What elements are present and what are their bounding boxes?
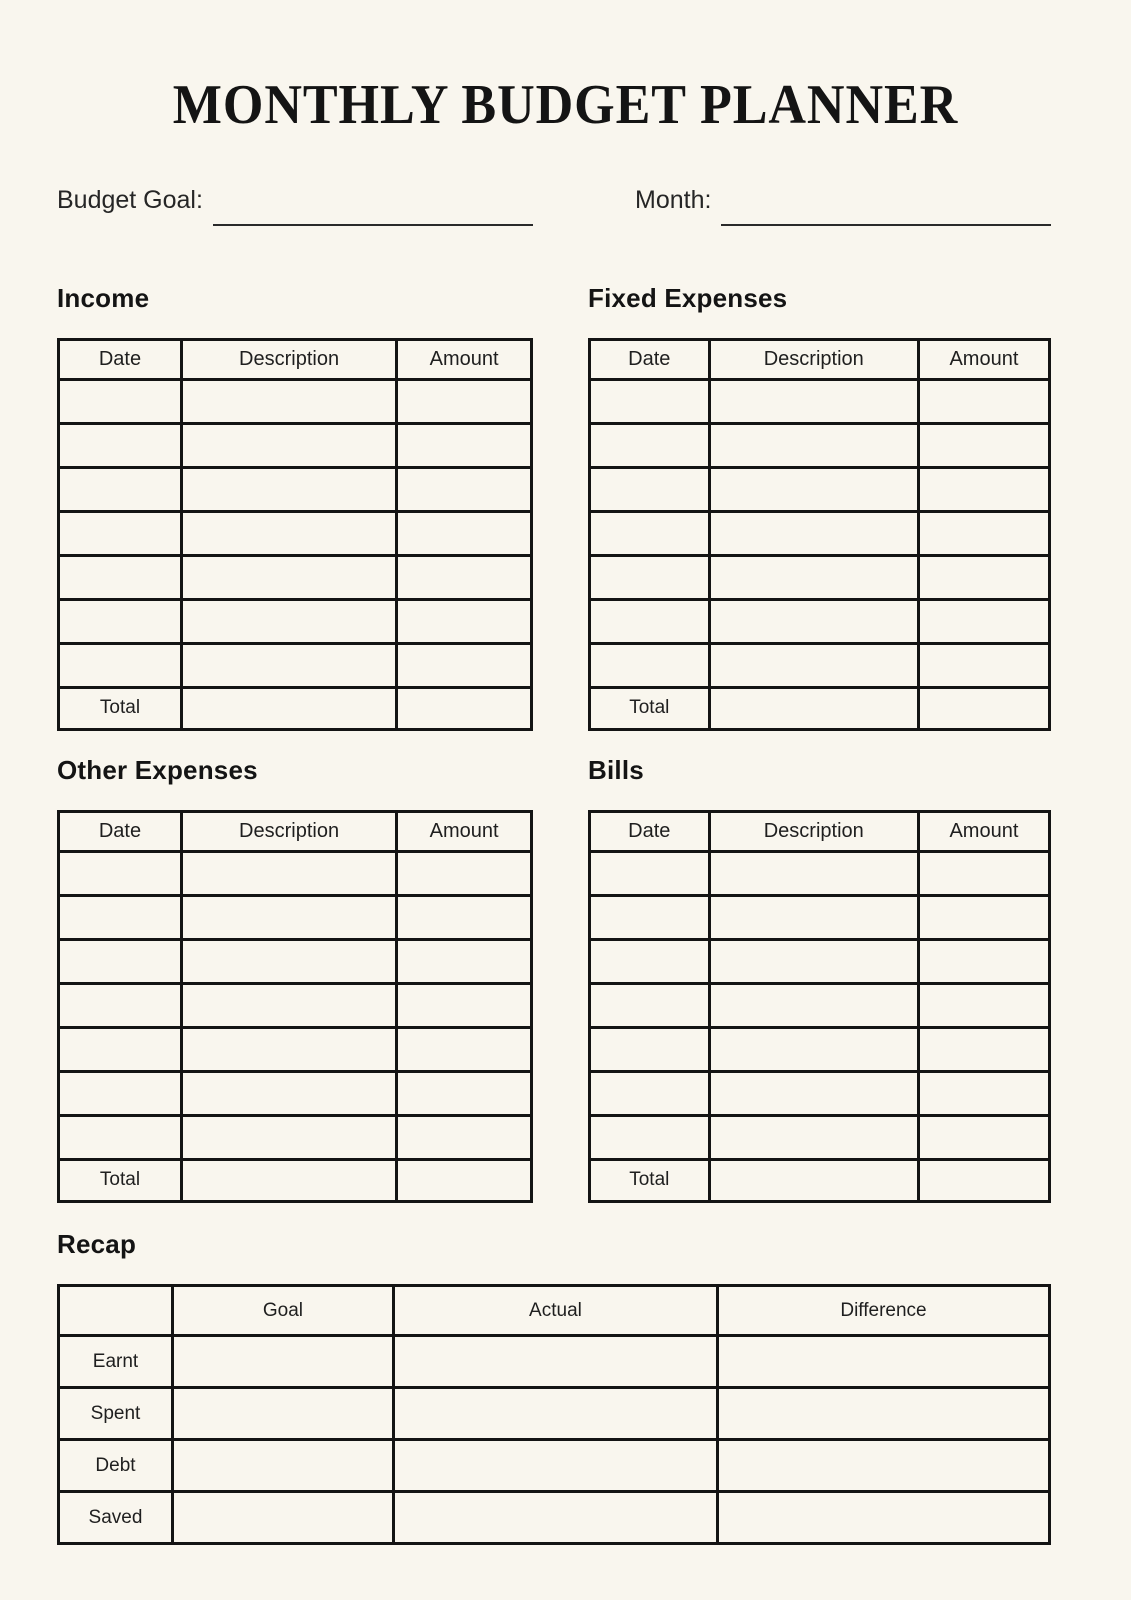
fixed-expenses-row-2-amount-cell[interactable]: [918, 423, 1049, 467]
bills-total-label: Total: [590, 1159, 710, 1201]
fixed-expenses-row-1: [590, 379, 1050, 423]
bills-row-7-date-cell[interactable]: [590, 1115, 710, 1159]
fixed-expenses-row-4-amount-cell[interactable]: [918, 511, 1049, 555]
section-income: [57, 283, 533, 731]
bills-row-7: [590, 1115, 1050, 1159]
income-row-3: [59, 467, 532, 511]
bills-row-5-amount-cell[interactable]: [918, 1027, 1049, 1071]
other-expenses-total-amount-cell[interactable]: [397, 1159, 532, 1201]
recap-debt-actual-cell[interactable]: [393, 1440, 717, 1492]
fixed-expenses-row-5: [590, 555, 1050, 599]
bills-row-3-description-cell[interactable]: [709, 939, 918, 983]
other-expenses-row-4-amount-cell[interactable]: [397, 983, 532, 1027]
other-expenses-row-7: [59, 1115, 532, 1159]
section-title-fixed-expenses: Fixed Expenses: [588, 282, 788, 313]
bills-column-header-date: Date: [590, 811, 710, 851]
income-total-amount-cell[interactable]: [397, 687, 532, 729]
fixed-expenses-row-3-description-cell[interactable]: [709, 467, 918, 511]
other-expenses-row-5: [59, 1027, 532, 1071]
income-row-1-amount-cell[interactable]: [397, 379, 532, 423]
fixed-expenses-total-amount-cell[interactable]: [918, 687, 1049, 729]
recap-row-saved: [59, 1492, 1050, 1544]
other-expenses-row-5-date-cell[interactable]: [59, 1027, 182, 1071]
recap-column-difference: Difference: [717, 1286, 1049, 1336]
recap-debt-goal-cell[interactable]: [172, 1440, 393, 1492]
bills-row-5-date-cell[interactable]: [590, 1027, 710, 1071]
recap-debt-difference-cell[interactable]: [717, 1440, 1049, 1492]
recap-row-label-saved: Saved: [59, 1492, 173, 1544]
income-row-7-amount-cell[interactable]: [397, 643, 532, 687]
fixed-expenses-row-7-amount-cell[interactable]: [918, 643, 1049, 687]
bills-row-4-description-cell[interactable]: [709, 983, 918, 1027]
income-row-1-description-cell[interactable]: [181, 379, 396, 423]
bills-row-6: [590, 1071, 1050, 1115]
section-title-income: Income: [57, 282, 150, 313]
content: [57, 184, 1051, 1545]
bills-row-1-amount-cell[interactable]: [918, 851, 1049, 895]
recap-row-label-debt: Debt: [59, 1440, 173, 1492]
header-fields: [57, 184, 1051, 217]
fixed-expenses-row-1-description-cell[interactable]: [709, 379, 918, 423]
recap-row-debt: [59, 1440, 1050, 1492]
bills-row-5: [590, 1027, 1050, 1071]
section-fixed-expenses: [588, 283, 1051, 731]
other-expenses-table: [57, 810, 533, 1203]
other-expenses-row-1-date-cell[interactable]: [59, 851, 182, 895]
other-expenses-row-2-description-cell[interactable]: [181, 895, 396, 939]
income-column-header-amount: Amount: [397, 339, 532, 379]
income-row-6-amount-cell[interactable]: [397, 599, 532, 643]
recap-row-label-spent: Spent: [59, 1388, 173, 1440]
other-expenses-row-1-description-cell[interactable]: [181, 851, 396, 895]
other-expenses-column-header-date: Date: [59, 811, 182, 851]
other-expenses-row-7-date-cell[interactable]: [59, 1115, 182, 1159]
bills-row-6-amount-cell[interactable]: [918, 1071, 1049, 1115]
income-row-5-amount-cell[interactable]: [397, 555, 532, 599]
other-expenses-row-5-description-cell[interactable]: [181, 1027, 396, 1071]
other-expenses-row-2-date-cell[interactable]: [59, 895, 182, 939]
bills-row-2-amount-cell[interactable]: [918, 895, 1049, 939]
recap-column-actual: Actual: [393, 1286, 717, 1336]
bills-row-2: [590, 895, 1050, 939]
fixed-expenses-row-7: [590, 643, 1050, 687]
month-input-line[interactable]: [721, 206, 1051, 226]
other-expenses-total-label: Total: [59, 1159, 182, 1201]
income-row-2-date-cell[interactable]: [59, 423, 182, 467]
other-expenses-row-5-amount-cell[interactable]: [397, 1027, 532, 1071]
income-row-6-description-cell[interactable]: [181, 599, 396, 643]
recap-saved-goal-cell[interactable]: [172, 1492, 393, 1544]
income-row-5: [59, 555, 532, 599]
fixed-expenses-column-header-amount: Amount: [918, 339, 1049, 379]
budget-goal-label: Budget Goal:: [57, 186, 203, 214]
section-title-other-expenses: Other Expenses: [57, 754, 258, 785]
fixed-expenses-column-header-description: Description: [709, 339, 918, 379]
other-expenses-row-1: [59, 851, 532, 895]
recap-earnt-difference-cell[interactable]: [717, 1336, 1049, 1388]
fixed-expenses-total-label: Total: [590, 687, 710, 729]
fixed-expenses-row-2-date-cell[interactable]: [590, 423, 710, 467]
income-row-5-date-cell[interactable]: [59, 555, 182, 599]
other-expenses-row-7-amount-cell[interactable]: [397, 1115, 532, 1159]
section-title-bills: Bills: [588, 754, 644, 785]
fixed-expenses-row-6-date-cell[interactable]: [590, 599, 710, 643]
recap-row-spent: [59, 1388, 1050, 1440]
fixed-expenses-total-description-cell[interactable]: [709, 687, 918, 729]
other-expenses-row-6-date-cell[interactable]: [59, 1071, 182, 1115]
recap-spent-difference-cell[interactable]: [717, 1388, 1049, 1440]
bills-table: [588, 810, 1051, 1203]
recap-row-earnt: [59, 1336, 1050, 1388]
recap-earnt-actual-cell[interactable]: [393, 1336, 717, 1388]
fixed-expenses-row-4-description-cell[interactable]: [709, 511, 918, 555]
section-other-expenses: [57, 755, 533, 1203]
income-row-7-date-cell[interactable]: [59, 643, 182, 687]
fixed-expenses-row-3-amount-cell[interactable]: [918, 467, 1049, 511]
income-row-3-description-cell[interactable]: [181, 467, 396, 511]
budget-goal-field: [57, 184, 533, 217]
bills-row-3: [590, 939, 1050, 983]
bills-row-7-amount-cell[interactable]: [918, 1115, 1049, 1159]
bills-row-6-description-cell[interactable]: [709, 1071, 918, 1115]
other-expenses-row-4: [59, 983, 532, 1027]
bills-column-header-description: Description: [709, 811, 918, 851]
tables-grid: [57, 283, 1051, 1203]
fixed-expenses-row-5-amount-cell[interactable]: [918, 555, 1049, 599]
budget-goal-input-line[interactable]: [213, 206, 533, 226]
income-row-4: [59, 511, 532, 555]
fixed-expenses-row-7-date-cell[interactable]: [590, 643, 710, 687]
recap-earnt-goal-cell[interactable]: [172, 1336, 393, 1388]
other-expenses-column-header-description: Description: [181, 811, 396, 851]
recap-saved-actual-cell[interactable]: [393, 1492, 717, 1544]
fixed-expenses-row-5-description-cell[interactable]: [709, 555, 918, 599]
other-expenses-row-7-description-cell[interactable]: [181, 1115, 396, 1159]
income-header-row: [59, 339, 532, 379]
other-expenses-row-3-date-cell[interactable]: [59, 939, 182, 983]
income-column-header-date: Date: [59, 339, 182, 379]
other-expenses-row-6-description-cell[interactable]: [181, 1071, 396, 1115]
fixed-expenses-row-3-date-cell[interactable]: [590, 467, 710, 511]
income-total-label: Total: [59, 687, 182, 729]
recap-saved-difference-cell[interactable]: [717, 1492, 1049, 1544]
other-expenses-row-3: [59, 939, 532, 983]
fixed-expenses-header-row: [590, 339, 1050, 379]
month-label: Month:: [635, 186, 712, 214]
bills-header-row: [590, 811, 1050, 851]
section-title-recap: Recap: [57, 1228, 137, 1259]
fixed-expenses-row-6-description-cell[interactable]: [709, 599, 918, 643]
income-row-3-amount-cell[interactable]: [397, 467, 532, 511]
bills-row-2-date-cell[interactable]: [590, 895, 710, 939]
income-total-row: [59, 687, 532, 729]
bills-row-3-amount-cell[interactable]: [918, 939, 1049, 983]
income-row-6-date-cell[interactable]: [59, 599, 182, 643]
other-expenses-row-3-amount-cell[interactable]: [397, 939, 532, 983]
income-row-2-description-cell[interactable]: [181, 423, 396, 467]
income-row-4-amount-cell[interactable]: [397, 511, 532, 555]
bills-row-1-date-cell[interactable]: [590, 851, 710, 895]
bills-row-6-date-cell[interactable]: [590, 1071, 710, 1115]
fixed-expenses-row-2-description-cell[interactable]: [709, 423, 918, 467]
income-column-header-description: Description: [181, 339, 396, 379]
bills-row-3-date-cell[interactable]: [590, 939, 710, 983]
income-row-1-date-cell[interactable]: [59, 379, 182, 423]
fixed-expenses-row-1-amount-cell[interactable]: [918, 379, 1049, 423]
other-expenses-header-row: [59, 811, 532, 851]
fixed-expenses-row-7-description-cell[interactable]: [709, 643, 918, 687]
fixed-expenses-column-header-date: Date: [590, 339, 710, 379]
bills-row-2-description-cell[interactable]: [709, 895, 918, 939]
income-row-2: [59, 423, 532, 467]
fixed-expenses-row-1-date-cell[interactable]: [590, 379, 710, 423]
fixed-expenses-row-3: [590, 467, 1050, 511]
fixed-expenses-row-6: [590, 599, 1050, 643]
recap-header-row: [59, 1286, 1050, 1336]
other-expenses-row-3-description-cell[interactable]: [181, 939, 396, 983]
income-row-4-date-cell[interactable]: [59, 511, 182, 555]
bills-row-4: [590, 983, 1050, 1027]
income-total-description-cell[interactable]: [181, 687, 396, 729]
other-expenses-row-6: [59, 1071, 532, 1115]
recap-row-label-earnt: Earnt: [59, 1336, 173, 1388]
fixed-expenses-row-4-date-cell[interactable]: [590, 511, 710, 555]
recap-column-goal: Goal: [172, 1286, 393, 1336]
bills-total-row: [590, 1159, 1050, 1201]
other-expenses-row-1-amount-cell[interactable]: [397, 851, 532, 895]
other-expenses-row-4-description-cell[interactable]: [181, 983, 396, 1027]
other-expenses-row-6-amount-cell[interactable]: [397, 1071, 532, 1115]
bills-total-amount-cell[interactable]: [918, 1159, 1049, 1201]
fixed-expenses-row-2: [590, 423, 1050, 467]
income-row-7: [59, 643, 532, 687]
fixed-expenses-total-row: [590, 687, 1050, 729]
bills-row-7-description-cell[interactable]: [709, 1115, 918, 1159]
recap-corner-cell: [59, 1286, 173, 1336]
other-expenses-column-header-amount: Amount: [397, 811, 532, 851]
other-expenses-total-description-cell[interactable]: [181, 1159, 396, 1201]
fixed-expenses-row-4: [590, 511, 1050, 555]
other-expenses-row-2: [59, 895, 532, 939]
income-table: [57, 338, 533, 731]
recap-table: [57, 1284, 1051, 1545]
income-row-3-date-cell[interactable]: [59, 467, 182, 511]
bills-row-4-amount-cell[interactable]: [918, 983, 1049, 1027]
month-field: [635, 184, 1051, 217]
other-expenses-row-2-amount-cell[interactable]: [397, 895, 532, 939]
bills-total-description-cell[interactable]: [709, 1159, 918, 1201]
section-recap: [57, 1229, 1051, 1545]
recap-spent-actual-cell[interactable]: [393, 1388, 717, 1440]
income-row-2-amount-cell[interactable]: [397, 423, 532, 467]
bills-row-4-date-cell[interactable]: [590, 983, 710, 1027]
fixed-expenses-table: [588, 338, 1051, 731]
income-row-4-description-cell[interactable]: [181, 511, 396, 555]
bills-column-header-amount: Amount: [918, 811, 1049, 851]
income-row-5-description-cell[interactable]: [181, 555, 396, 599]
bills-row-5-description-cell[interactable]: [709, 1027, 918, 1071]
bills-row-1: [590, 851, 1050, 895]
income-row-1: [59, 379, 532, 423]
section-bills: [588, 755, 1051, 1203]
fixed-expenses-row-6-amount-cell[interactable]: [918, 599, 1049, 643]
fixed-expenses-row-5-date-cell[interactable]: [590, 555, 710, 599]
other-expenses-total-row: [59, 1159, 532, 1201]
bills-row-1-description-cell[interactable]: [709, 851, 918, 895]
recap-spent-goal-cell[interactable]: [172, 1388, 393, 1440]
income-row-7-description-cell[interactable]: [181, 643, 396, 687]
income-row-6: [59, 599, 532, 643]
page-title: MONTHLY BUDGET PLANNER: [172, 74, 959, 136]
other-expenses-row-4-date-cell[interactable]: [59, 983, 182, 1027]
